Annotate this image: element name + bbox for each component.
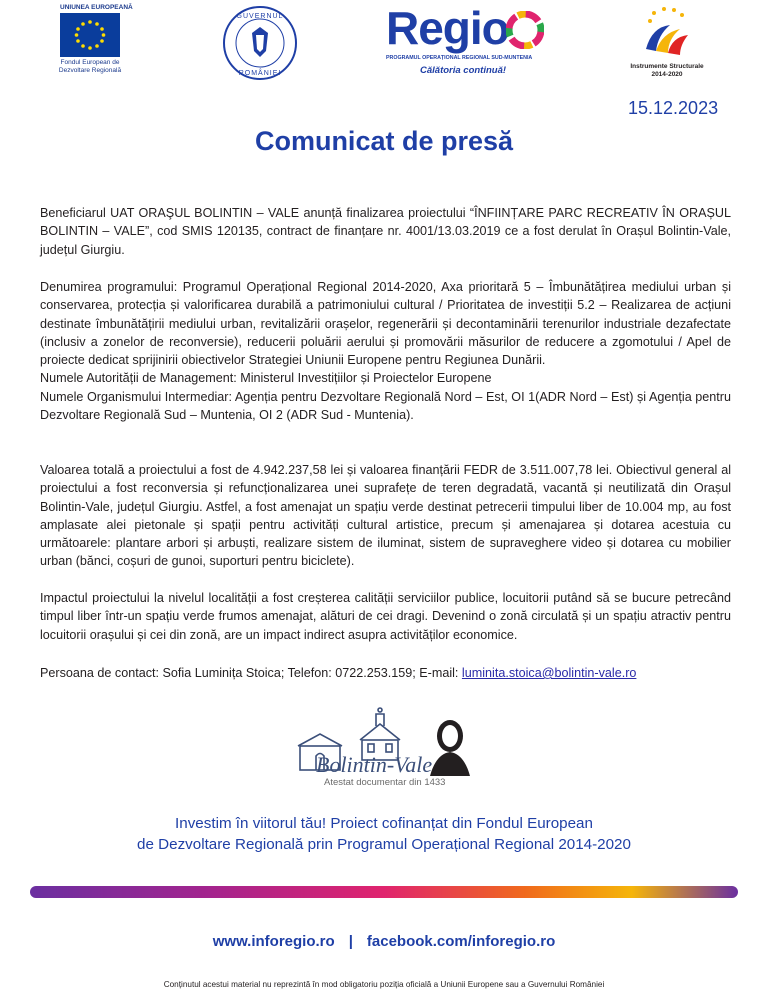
inforegio-website-link[interactable]: www.inforegio.ro	[212, 933, 335, 950]
svg-text:GUVERNUL: GUVERNUL	[236, 13, 284, 20]
regio-name: Regio	[386, 2, 509, 54]
impact-paragraph: Impactul proiectului la nivelul localității a fost creșterea calității serviciilor publice, locuitorii putând să se bucure petrecând timpul liber într-un spațiu verde frumos amenajat, alături de cei dragi. Devenind o zonă circulată și un spațiu atractiv pentru locuitorii orașului și cei din zonă, are un impact indirect asupra activităților economice.	[40, 591, 731, 642]
program-section	[40, 278, 731, 424]
funding-slogan	[0, 813, 768, 855]
release-date: 15.12.2023	[628, 98, 719, 118]
eu-fund-caption: Fondul European de Dezvoltare Regională	[58, 59, 122, 74]
eu-caption: UNIUNEA EUROPEANĂ	[60, 4, 133, 11]
program-text: Denumirea programului: Programul Operațional Regional 2014-2020, Axa prioritară 5 – Îmbunătățirea mediului urban și conservarea, protecția și valorificarea durabilă a patrimoniului cultural / Prioritatea de investiții 5.2 – Realizarea de acțiuni destinate îmbunătățirii mediului urban, revitalizării orașelor, regenerării și decontaminării terenurilor industriale dezafectate (inclusiv a zonelor de reconversie), reducerii poluării aerului și promovării măsurilor de reducere a zgomotului / Apel de proiecte dedicat sprijinirii obiectivelor Strategiei Uniunii Europene pentru Regiunea Dunării.	[40, 280, 731, 368]
page-title: Comunicat de presă	[254, 126, 514, 156]
footer-separator: |	[348, 933, 353, 950]
disclaimer: Conținutul acestui material nu reprezintă în mod obligatoriu poziția oficială a Uniunii Europene sau a Guvernului României	[163, 980, 605, 989]
regio-program: PROGRAMUL OPERAȚIONAL REGIONAL SUD-MUNTENIA	[386, 55, 533, 61]
authority-text: Numele Autorității de Management: Ministerul Investițiilor și Proiectelor Europene	[40, 371, 492, 386]
regio-color-wheel-icon	[506, 11, 544, 49]
town-name: Bolintin-Vale	[316, 752, 433, 777]
value-paragraph: Valoarea totală a proiectului a fost de 4.942.237,58 lei și valoarea finanțării FEDR de 3.511.007,78 lei. Obiectivul general al proiectului a fost reconversia și refuncționalizarea unei suprafețe de teren degradată, vacantă și neutilizată din Orașul Bolintin-Vale, județul Giurgiu. Astfel, a fost amenajat un spațiu verde destinat petrecerii timpului liber de 10.004 mp, au fost amplasate alei pietonale și spații pentru activități cultural artistice, precum și amenajarea și dotarea acestuia cu următoarele: plantare arbori și arbuști, realizare sistem de iluminat, sistem de supraveghere video și dotarea cu mobilier urban (bănci, coșuri de gunoi, suporturi pentru biciclete).	[40, 463, 731, 569]
structural-instruments-logo	[622, 5, 712, 85]
intermediary-text: Numele Organismului Intermediar: Agenția pentru Dezvoltare Regională Nord – Est, OI 1(ADR Nord – Est) și Agenția pentru Dezvoltare Regională Sud – Muntenia, OI 2 (ADR Sud - Muntenia).	[40, 389, 731, 423]
instruments-emblem-icon	[642, 5, 692, 61]
facebook-link[interactable]: facebook.com/inforegio.ro	[366, 933, 556, 950]
slogan-line-2: de Dezvoltare Regională prin Programul Operațional Regional 2014-2020	[137, 836, 631, 853]
eu-flag-icon	[60, 13, 120, 57]
intro-paragraph: Beneficiarul UAT ORAŞUL BOLINTIN – VALE anunță finalizarea proiectului “ÎNFIINȚARE PARC RECREATIV ÎN ORAȘUL BOLINTIN – VALE”, cod SMIS 120135, contract de finanțare nr. 4001/13.03.2019 ce a fost derulat în Orașul Bolintin-Vale, județul Giurgiu.	[40, 206, 731, 257]
slogan-line-1: Investim în viitorul tău! Proiect cofinanțat din Fondul European	[175, 815, 593, 832]
contact-line	[40, 664, 731, 682]
bolintin-vale-logo	[290, 706, 490, 790]
government-seal	[222, 5, 298, 81]
contact-text: Persoana de contact: Sofia Luminița Stoica; Telefon: 0722.253.159; E-mail:	[40, 666, 462, 680]
color-bar	[30, 886, 738, 898]
instruments-caption: Instrumente Structurale 2014-2020	[630, 63, 704, 78]
contact-email-link[interactable]: luminita.stoica@bolintin-vale.ro	[461, 666, 637, 680]
town-subtitle: Atestat documentar din 1433	[324, 777, 446, 788]
eu-logo	[58, 4, 133, 75]
svg-text:ROMÂNIEI: ROMÂNIEI	[238, 70, 282, 77]
regio-logo	[386, 2, 546, 77]
regio-tagline: Călătoria continuă!	[420, 65, 507, 76]
footer-links	[0, 933, 768, 950]
